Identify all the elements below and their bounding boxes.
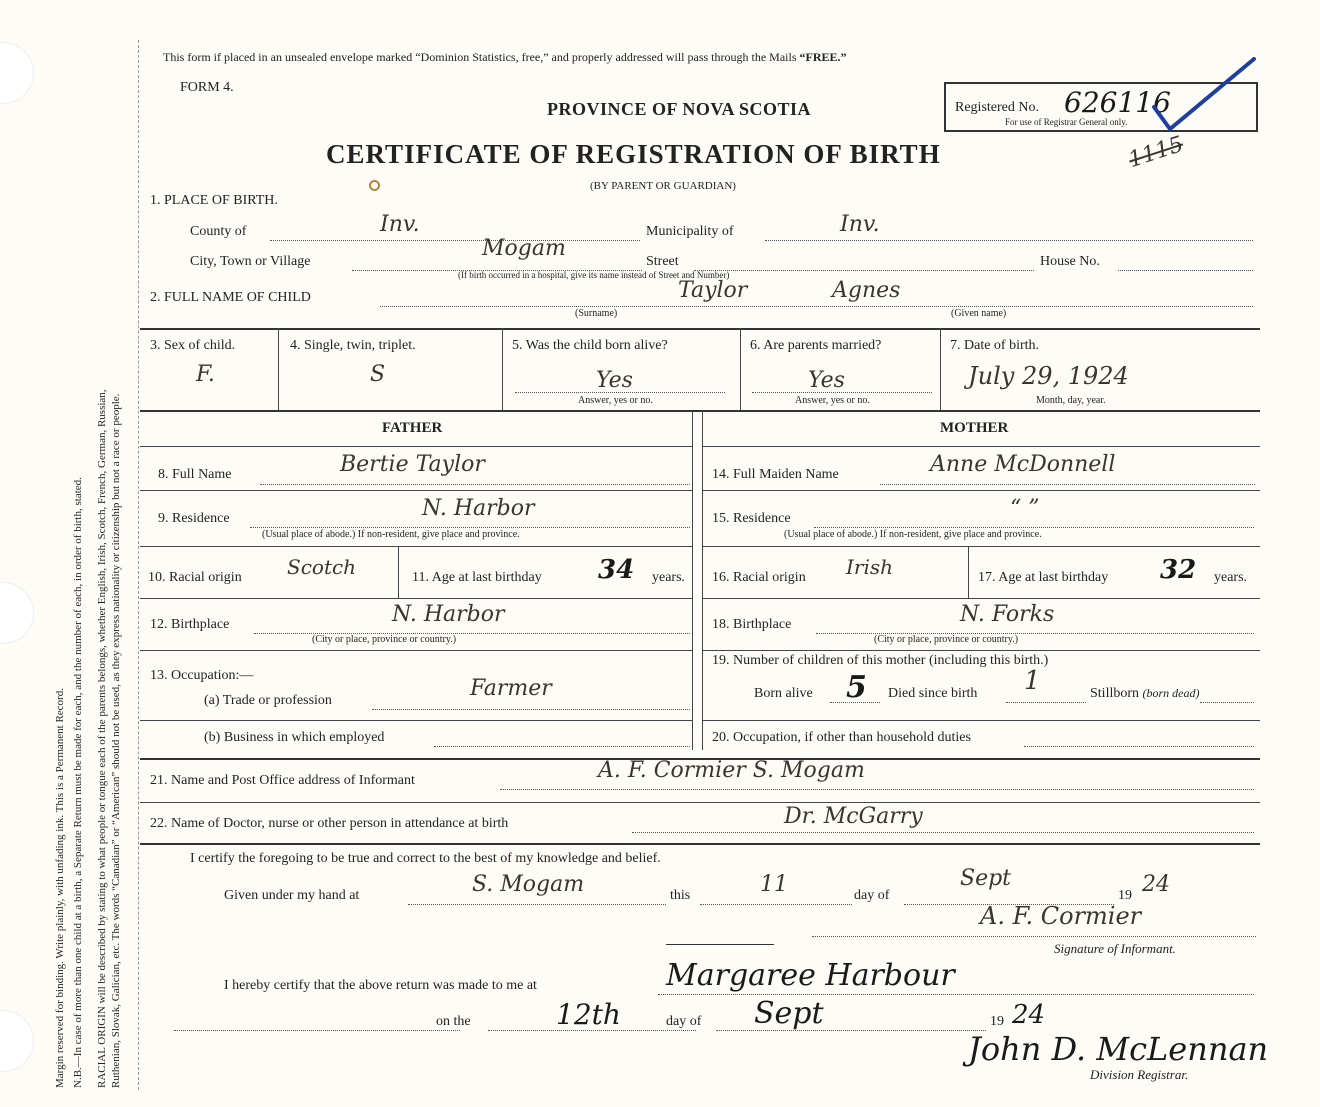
rule bbox=[140, 802, 1260, 803]
province-title: PROVINCE OF NOVA SCOTIA bbox=[547, 99, 812, 119]
plurality-value: S bbox=[370, 362, 386, 387]
registrar-note: For use of Registrar General only. bbox=[1005, 117, 1128, 127]
county-value: Inv. bbox=[380, 212, 420, 237]
given-year-prefix: 19 bbox=[1118, 888, 1132, 903]
married-value: Yes bbox=[808, 368, 845, 393]
rule bbox=[702, 650, 1260, 651]
child-given-value: Agnes bbox=[832, 278, 901, 303]
mail-notice: This form if placed in an unsealed envelope marked “Dominion Statistics, free,” and properly addressed will pass through the Mails “FREE.” bbox=[163, 50, 847, 64]
father-residence-caption: (Usual place of abode.) If non-resident, give place and province. bbox=[262, 529, 520, 540]
binding-hole bbox=[0, 582, 34, 644]
stillborn-label: Stillborn (born dead) bbox=[1090, 686, 1200, 701]
on-the-label: on the bbox=[436, 1014, 471, 1029]
rule bbox=[140, 720, 692, 721]
sex-label: 3. Sex of child. bbox=[150, 338, 236, 353]
born-alive-caption: Answer, yes or no. bbox=[578, 395, 653, 406]
mother-name-label: 14. Full Maiden Name bbox=[712, 467, 839, 482]
born-alive-count-value: 5 bbox=[846, 670, 867, 705]
rule bbox=[702, 490, 1260, 491]
registrar-year-value: 24 bbox=[1012, 1000, 1046, 1030]
rule bbox=[140, 843, 1260, 845]
rule bbox=[140, 546, 692, 547]
rule bbox=[140, 598, 692, 599]
born-alive-value: Yes bbox=[596, 368, 633, 393]
mother-residence-value: “ ” bbox=[1010, 496, 1040, 521]
mother-birthplace-label: 18. Birthplace bbox=[712, 617, 792, 632]
page-subtitle: (BY PARENT OR GUARDIAN) bbox=[590, 180, 736, 192]
mother-race-label: 16. Racial origin bbox=[712, 570, 806, 585]
page-title: CERTIFICATE OF REGISTRATION OF BIRTH bbox=[326, 139, 941, 169]
father-race-label: 10. Racial origin bbox=[148, 570, 242, 585]
born-alive-count-label: Born alive bbox=[754, 686, 813, 701]
father-name-label: 8. Full Name bbox=[158, 467, 232, 482]
rule bbox=[702, 410, 703, 750]
city-label: City, Town or Village bbox=[190, 254, 311, 269]
this-label: this bbox=[670, 888, 691, 903]
informant-line bbox=[500, 789, 1254, 790]
registrar-signature: John D. McLennan bbox=[968, 1030, 1269, 1068]
father-birthplace-label: 12. Birthplace bbox=[150, 617, 230, 632]
died-value: 1 bbox=[1024, 666, 1041, 696]
plurality-label: 4. Single, twin, triplet. bbox=[290, 338, 416, 353]
informant-signature-caption: Signature of Informant. bbox=[1054, 941, 1176, 956]
informant-value: A. F. Cormier S. Mogam bbox=[598, 758, 865, 783]
municipality-line bbox=[765, 240, 1253, 241]
registrar-place-line bbox=[658, 994, 1254, 995]
mother-residence-line bbox=[814, 527, 1254, 528]
dob-value: July 29, 1924 bbox=[968, 362, 1129, 390]
given-year-value: 24 bbox=[1142, 872, 1170, 897]
binding-hole bbox=[0, 1010, 34, 1072]
married-label: 6. Are parents married? bbox=[750, 338, 882, 353]
father-residence-label: 9. Residence bbox=[158, 511, 230, 526]
registrar-month-value: Sept bbox=[754, 996, 824, 1031]
rule bbox=[702, 446, 1260, 447]
given-day-value: 11 bbox=[760, 872, 788, 897]
rule bbox=[140, 328, 1260, 330]
given-month-value: Sept bbox=[960, 866, 1012, 891]
mother-birthplace-value: N. Forks bbox=[960, 602, 1055, 627]
registrar-day-value: 12th bbox=[556, 998, 621, 1031]
mother-heading: MOTHER bbox=[940, 420, 1009, 436]
father-name-line bbox=[260, 484, 690, 485]
given-under-label: Given under my hand at bbox=[224, 888, 360, 903]
father-age-unit: years. bbox=[652, 570, 686, 585]
business-line bbox=[434, 746, 690, 747]
born-alive-label: 5. Was the child born alive? bbox=[512, 338, 668, 353]
mother-name-line bbox=[880, 484, 1255, 485]
county-line bbox=[270, 240, 640, 241]
father-occupation-label: 13. Occupation:— bbox=[150, 668, 254, 683]
surname-caption: (Surname) bbox=[575, 308, 618, 319]
given-place-value: S. Mogam bbox=[472, 872, 585, 897]
check-mark-icon bbox=[1150, 55, 1260, 135]
father-name-value: Bertie Taylor bbox=[340, 452, 485, 477]
margin-note-racial-origin-cont: Ruthenian, Slovak, Galician, etc. The words “Canadian” or “American” should not be used, as they express nationality or citizenship but not a race or people. bbox=[110, 393, 122, 1088]
free-notice: “FREE.” bbox=[799, 50, 847, 64]
street-line bbox=[694, 270, 1034, 271]
rule bbox=[702, 546, 1260, 547]
street-label: Street bbox=[646, 254, 679, 269]
rule bbox=[692, 410, 693, 750]
father-birthplace-value: N. Harbor bbox=[392, 602, 505, 627]
father-birthplace-caption: (City or place, province or country.) bbox=[312, 634, 457, 645]
died-label: Died since birth bbox=[888, 686, 978, 701]
municipality-value: Inv. bbox=[840, 212, 880, 237]
registered-number: 626116 bbox=[1064, 86, 1171, 119]
house-label: House No. bbox=[1040, 254, 1100, 269]
given-place-line bbox=[408, 904, 666, 905]
registrar-statement: I hereby certify that the above return was made to me at bbox=[224, 978, 537, 993]
ring-mark bbox=[369, 180, 380, 191]
doctor-line bbox=[632, 832, 1254, 833]
rule bbox=[140, 410, 1260, 412]
dob-caption: Month, day, year. bbox=[1036, 395, 1106, 406]
rule bbox=[702, 720, 1260, 721]
stillborn-line bbox=[1200, 702, 1254, 703]
stamp-number: 1115 bbox=[1125, 131, 1187, 174]
father-residence-line bbox=[250, 527, 690, 528]
mother-race-value: Irish bbox=[846, 555, 894, 579]
place-of-birth-heading: 1. PLACE OF BIRTH. bbox=[150, 193, 278, 208]
rule bbox=[940, 328, 941, 410]
rule bbox=[398, 546, 399, 598]
mother-age-unit: years. bbox=[1214, 570, 1248, 585]
registered-label: Registered No. bbox=[955, 100, 1039, 115]
business-label: (b) Business in which employed bbox=[204, 730, 385, 745]
form-number: FORM 4. bbox=[180, 80, 234, 95]
certify-statement: I certify the foregoing to be true and correct to the best of my knowledge and belief. bbox=[190, 851, 661, 866]
registrar-blank-line bbox=[174, 1030, 460, 1031]
trade-label: (a) Trade or profession bbox=[204, 693, 332, 708]
sex-value: F. bbox=[196, 362, 215, 387]
child-surname-value: Taylor bbox=[678, 278, 748, 303]
hospital-note: (If birth occurred in a hospital, give its name instead of Street and Number) bbox=[458, 270, 730, 280]
mother-residence-label: 15. Residence bbox=[712, 511, 791, 526]
given-caption: (Given name) bbox=[951, 308, 1007, 319]
municipality-label: Municipality of bbox=[646, 224, 734, 239]
dob-label: 7. Date of birth. bbox=[950, 338, 1040, 353]
binding-hole bbox=[0, 42, 34, 104]
rule bbox=[968, 546, 969, 598]
father-age-label: 11. Age at last birthday bbox=[412, 570, 542, 585]
father-age-value: 34 bbox=[598, 555, 635, 585]
margin-note-binding: Margin reserved for binding. Write plainly, with unfading ink. This is a Permanent Record. bbox=[54, 688, 66, 1088]
informant-signature-line bbox=[812, 936, 1256, 937]
margin-rule bbox=[138, 40, 139, 1090]
mother-residence-caption: (Usual place of abode.) If non-resident, give place and province. bbox=[784, 529, 1042, 540]
day-of-label: day of bbox=[854, 888, 890, 903]
given-day-line bbox=[700, 904, 852, 905]
mother-name-value: Anne McDonnell bbox=[930, 452, 1116, 477]
county-label: County of bbox=[190, 224, 247, 239]
trade-value: Farmer bbox=[470, 676, 552, 701]
child-name-line bbox=[380, 306, 1253, 307]
father-race-value: Scotch bbox=[287, 555, 357, 579]
children-count-label: 19. Number of children of this mother (including this birth.) bbox=[712, 653, 1049, 668]
died-line bbox=[1006, 702, 1086, 703]
trade-line bbox=[372, 709, 690, 710]
margin-note-multiple-births: N.B.—In case of more than one child at a birth, a Separate Return must be made for each, and the number of each, in order of birth, stated. bbox=[72, 477, 84, 1088]
mother-birthplace-caption: (City or place, province or country.) bbox=[874, 634, 1019, 645]
father-residence-value: N. Harbor bbox=[422, 496, 535, 521]
rule bbox=[140, 446, 692, 447]
married-caption: Answer, yes or no. bbox=[795, 395, 870, 406]
margin-note-racial-origin: RACIAL ORIGIN will be described by stating to what people or tongue each of the parents belongs, whether English, Irish, Scotch, French, German, Russian, bbox=[96, 389, 108, 1088]
mother-occupation-line bbox=[1024, 746, 1254, 747]
mother-age-value: 32 bbox=[1160, 555, 1197, 585]
married-line bbox=[752, 392, 932, 393]
rule bbox=[502, 328, 503, 410]
mother-age-label: 17. Age at last birthday bbox=[978, 570, 1109, 585]
rule bbox=[140, 490, 692, 491]
registrar-day-of-label: day of bbox=[666, 1014, 702, 1029]
registrar-place-value: Margaree Harbour bbox=[666, 958, 955, 993]
registrar-year-prefix: 19 bbox=[990, 1014, 1004, 1029]
informant-label: 21. Name and Post Office address of Informant bbox=[150, 773, 415, 788]
rule bbox=[702, 598, 1260, 599]
city-value: Mogam bbox=[482, 236, 566, 261]
born-alive-line bbox=[515, 392, 725, 393]
registrar-signature-caption: Division Registrar. bbox=[1090, 1067, 1189, 1082]
informant-signature: A. F. Cormier bbox=[980, 902, 1142, 930]
doctor-value: Dr. McGarry bbox=[784, 804, 923, 829]
divider bbox=[666, 944, 774, 945]
father-heading: FATHER bbox=[382, 420, 443, 436]
child-name-label: 2. FULL NAME OF CHILD bbox=[150, 290, 311, 305]
house-line bbox=[1118, 270, 1253, 271]
mother-occupation-label: 20. Occupation, if other than household duties bbox=[712, 730, 971, 745]
doctor-label: 22. Name of Doctor, nurse or other person in attendance at birth bbox=[150, 816, 509, 831]
rule bbox=[278, 328, 279, 410]
rule bbox=[740, 328, 741, 410]
rule bbox=[140, 650, 692, 651]
